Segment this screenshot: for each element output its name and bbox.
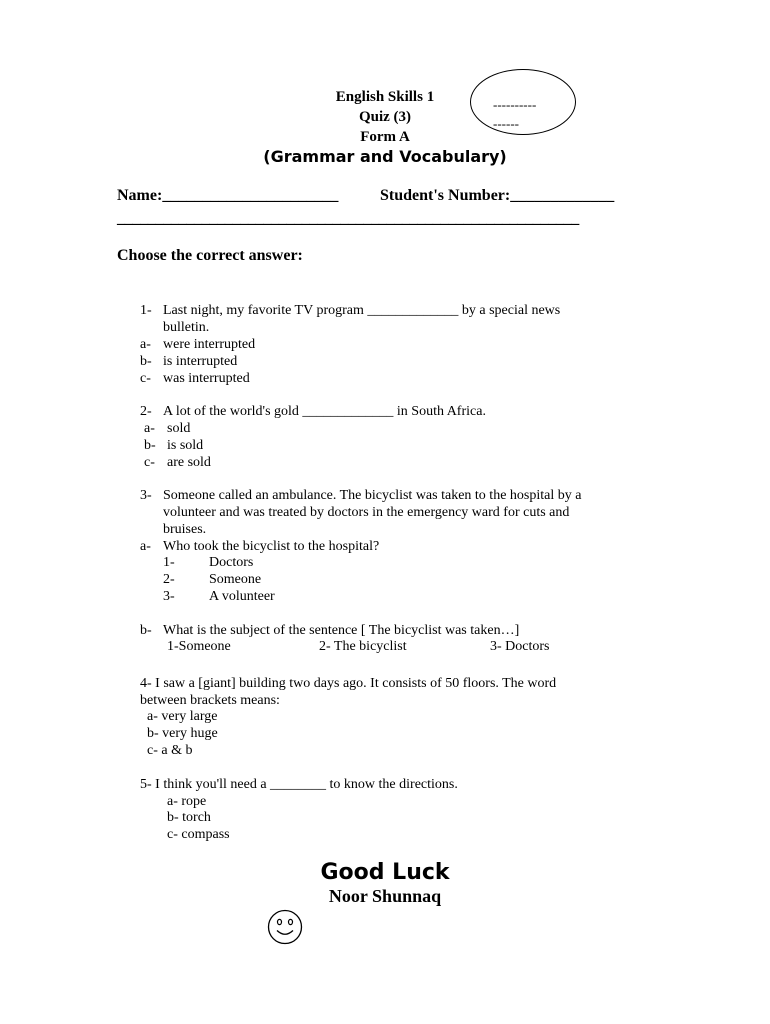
q1-option-a-letter: a- — [140, 337, 151, 352]
q2-option-b-letter: b- — [144, 438, 156, 453]
q3b-option-1: 1-Someone — [167, 639, 231, 654]
q1-text-line2: bulletin. — [163, 320, 210, 335]
q1-option-c: was interrupted — [163, 371, 250, 386]
q3b-option-2: 2- The bicyclist — [319, 639, 407, 654]
q4-text-line2: between brackets means: — [140, 693, 280, 708]
quiz-title: Quiz (3) — [358, 109, 412, 125]
score-blank-1: ---------- — [493, 97, 537, 112]
separator-rule: ____________________________________________________________ — [117, 210, 580, 227]
q3b-question: What is the subject of the sentence [ The bicyclist was taken…] — [163, 623, 520, 638]
q3a-question: Who took the bicyclist to the hospital? — [163, 539, 380, 554]
q5-text: 5- I think you'll need a ________ to know the directions. — [140, 777, 458, 792]
q5-option-c: c- compass — [167, 827, 230, 842]
author-name: Noor Shunnaq — [328, 886, 442, 906]
q1-option-b: is interrupted — [163, 354, 238, 369]
q3a-option-1-num: 1- — [163, 555, 175, 570]
q3b-option-3: 3- Doctors — [490, 639, 550, 654]
smiley-face-icon — [267, 909, 303, 945]
q3a-option-3-num: 3- — [163, 589, 175, 604]
q3-text-line3: bruises. — [163, 522, 207, 537]
q4-option-c: c- a & b — [147, 743, 193, 758]
course-title: English Skills 1 — [335, 89, 435, 105]
student-number-field: Student's Number:_____________ — [380, 187, 615, 204]
good-luck-text: Good Luck — [320, 860, 450, 885]
q1-option-b-letter: b- — [140, 354, 152, 369]
q1-text-line1: Last night, my favorite TV program _____________ by a special news — [163, 303, 561, 318]
q3a-option-2-num: 2- — [163, 572, 175, 587]
q1-option-c-letter: c- — [140, 371, 151, 386]
quiz-subtitle: (Grammar and Vocabulary) — [263, 147, 507, 166]
q2-text: A lot of the world's gold _____________ in South Africa. — [163, 404, 486, 419]
form-title: Form A — [360, 129, 410, 145]
q2-option-c: are sold — [167, 455, 211, 470]
name-field: Name:______________________ — [117, 187, 339, 204]
q2-option-b: is sold — [167, 438, 204, 453]
q4-option-b: b- very huge — [147, 726, 218, 741]
q3a-option-2: Someone — [209, 572, 262, 587]
instructions: Choose the correct answer: — [117, 247, 303, 264]
q1-option-a: were interrupted — [163, 337, 256, 352]
q3-text-line1: Someone called an ambulance. The bicyclist was taken to the hospital by a — [163, 488, 582, 503]
q5-option-b: b- torch — [167, 810, 211, 825]
q5-option-a: a- rope — [167, 794, 207, 809]
q3a-option-3: A volunteer — [209, 589, 275, 604]
score-blank-2: ------ — [493, 116, 519, 131]
q1-number: 1- — [140, 303, 152, 318]
q4-text-line1: 4- I saw a [giant] building two days ago. It consists of 50 floors. The word — [140, 676, 557, 691]
q2-option-a: sold — [167, 421, 191, 436]
q3a-option-1: Doctors — [209, 555, 254, 570]
q3b-letter: b- — [140, 623, 152, 638]
q2-option-a-letter: a- — [144, 421, 155, 436]
q3-number: 3- — [140, 488, 152, 503]
q2-option-c-letter: c- — [144, 455, 155, 470]
q4-option-a: a- very large — [147, 709, 218, 724]
q3-text-line2: volunteer and was treated by doctors in the emergency ward for cuts and — [163, 505, 570, 520]
q2-number: 2- — [140, 404, 152, 419]
q3a-letter: a- — [140, 539, 151, 554]
